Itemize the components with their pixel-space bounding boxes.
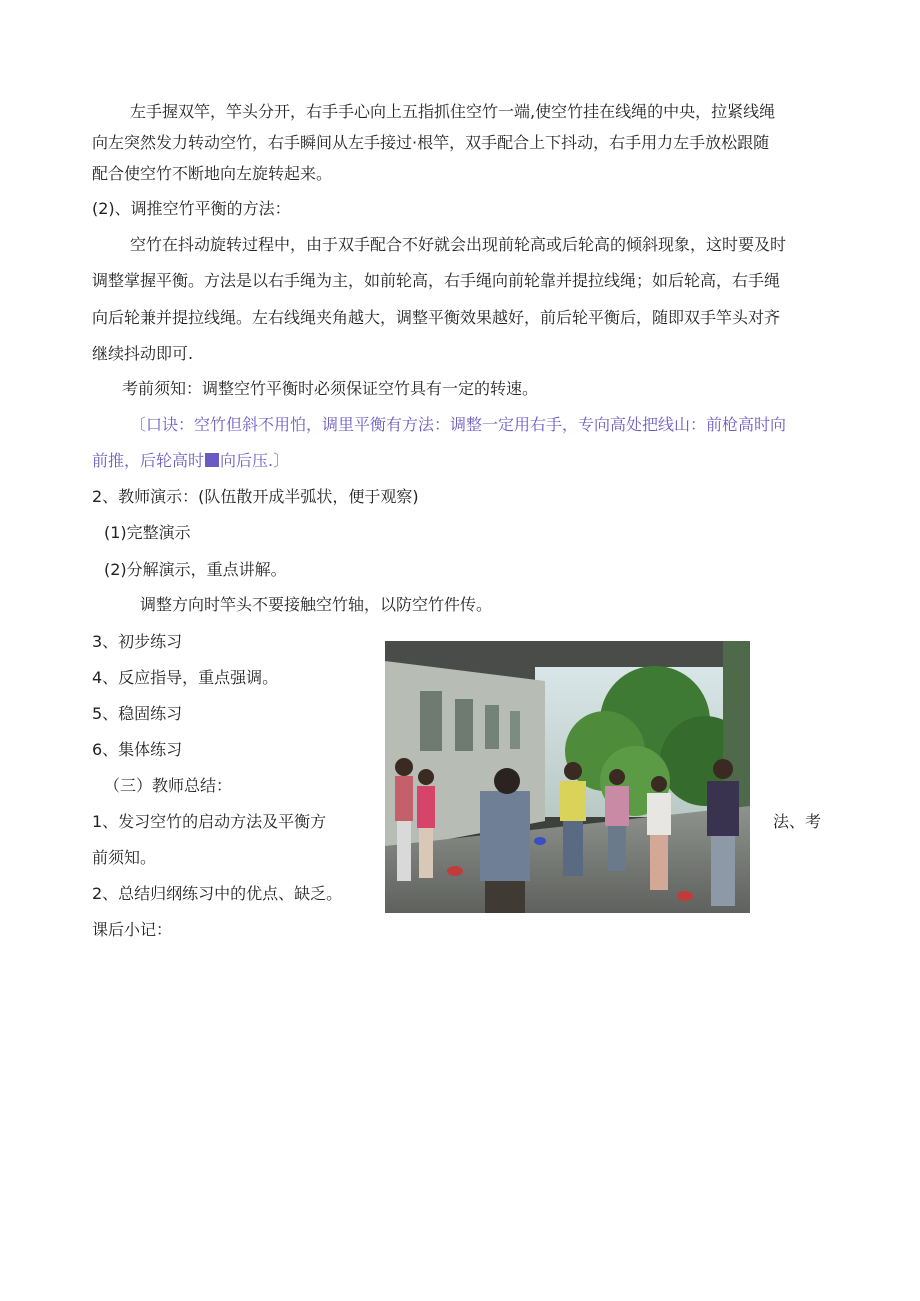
para2-line3: 向后轮兼并提拉线绳。左右线绳夹角越大，调整平衡效果越好，前后轮平衡后，随即双手竿头对齐 [92,308,781,327]
notice-text: 考前须知：调整空竹平衡时必须保证空竹具有一定的转速。 [122,379,539,398]
tip-text: 调整方向时竿头不要接触空竹轴，以防空竹件传。 [140,595,493,614]
para1-line3: 配合使空竹不断地向左旋转起来。 [92,164,333,183]
summary-item2: 2、总结归纲练习中的优点、缺乏。 [92,884,343,903]
item-consolidate: 5、稳固练习 [92,704,183,723]
summary-item1: 1、发习空竹的启动方法及平衡方 [92,812,327,831]
sub-item-step-demo: (2)分解演示，重点讲解。 [104,560,287,579]
after-class-notes: 课后小记： [92,920,173,939]
item-initial-practice: 3、初步练习 [92,632,183,651]
summary-item1-cont: 前须知。 [92,848,157,867]
section-heading-balance: (2)、调推空竹平衡的方法： [92,199,291,218]
para2-line2: 调整掌握平衡。方法是以右手绳为主，如前轮高，右手绳向前轮靠并提拉线绳；如后轮高，右手绳 [92,271,781,290]
para2-line1: 空竹在抖动旋转过程中，由于双手配合不好就会出现前轮高或后轮高的倾斜现象，这时要及时 [130,235,787,254]
item-feedback: 4、反应指导，重点强调。 [92,668,279,687]
item-teacher-demo: 2、教师演示：(队伍散开成半弧状，便于观察) [92,487,419,506]
rhyme-line2-part1: 前推，后轮高时 [92,451,205,470]
summary-heading: （三）教师总结： [104,776,233,795]
para2-line4: 继续抖动即可. [92,344,194,363]
class-practice-photo [385,641,750,913]
para1-line2: 向左突然发力转动空竹，右手瞬间从左手接过·根竿，双手配合上下抖动，右手用力左手放松跟随 [92,133,770,152]
para1-line1: 左手握双竿，竿头分开，右手手心向上五指抓住空竹一端,使空竹挂在线绳的中央，拉紧线绳 [130,102,776,121]
rhyme-line2 [92,450,289,472]
rhyme-line1: 〔口诀：空竹但斜不用怕，调里平衡有方法：调整一定用右手，专向高处把线山：前枪高时向 [130,415,787,434]
rhyme-line2-part2: 向后压.〕 [220,451,290,470]
summary-item1-tail: 法、考 [773,812,822,831]
sub-item-full-demo: (1)完整演示 [104,523,191,542]
item-group-practice: 6、集体练习 [92,740,183,759]
square-glyph-icon [205,453,219,467]
